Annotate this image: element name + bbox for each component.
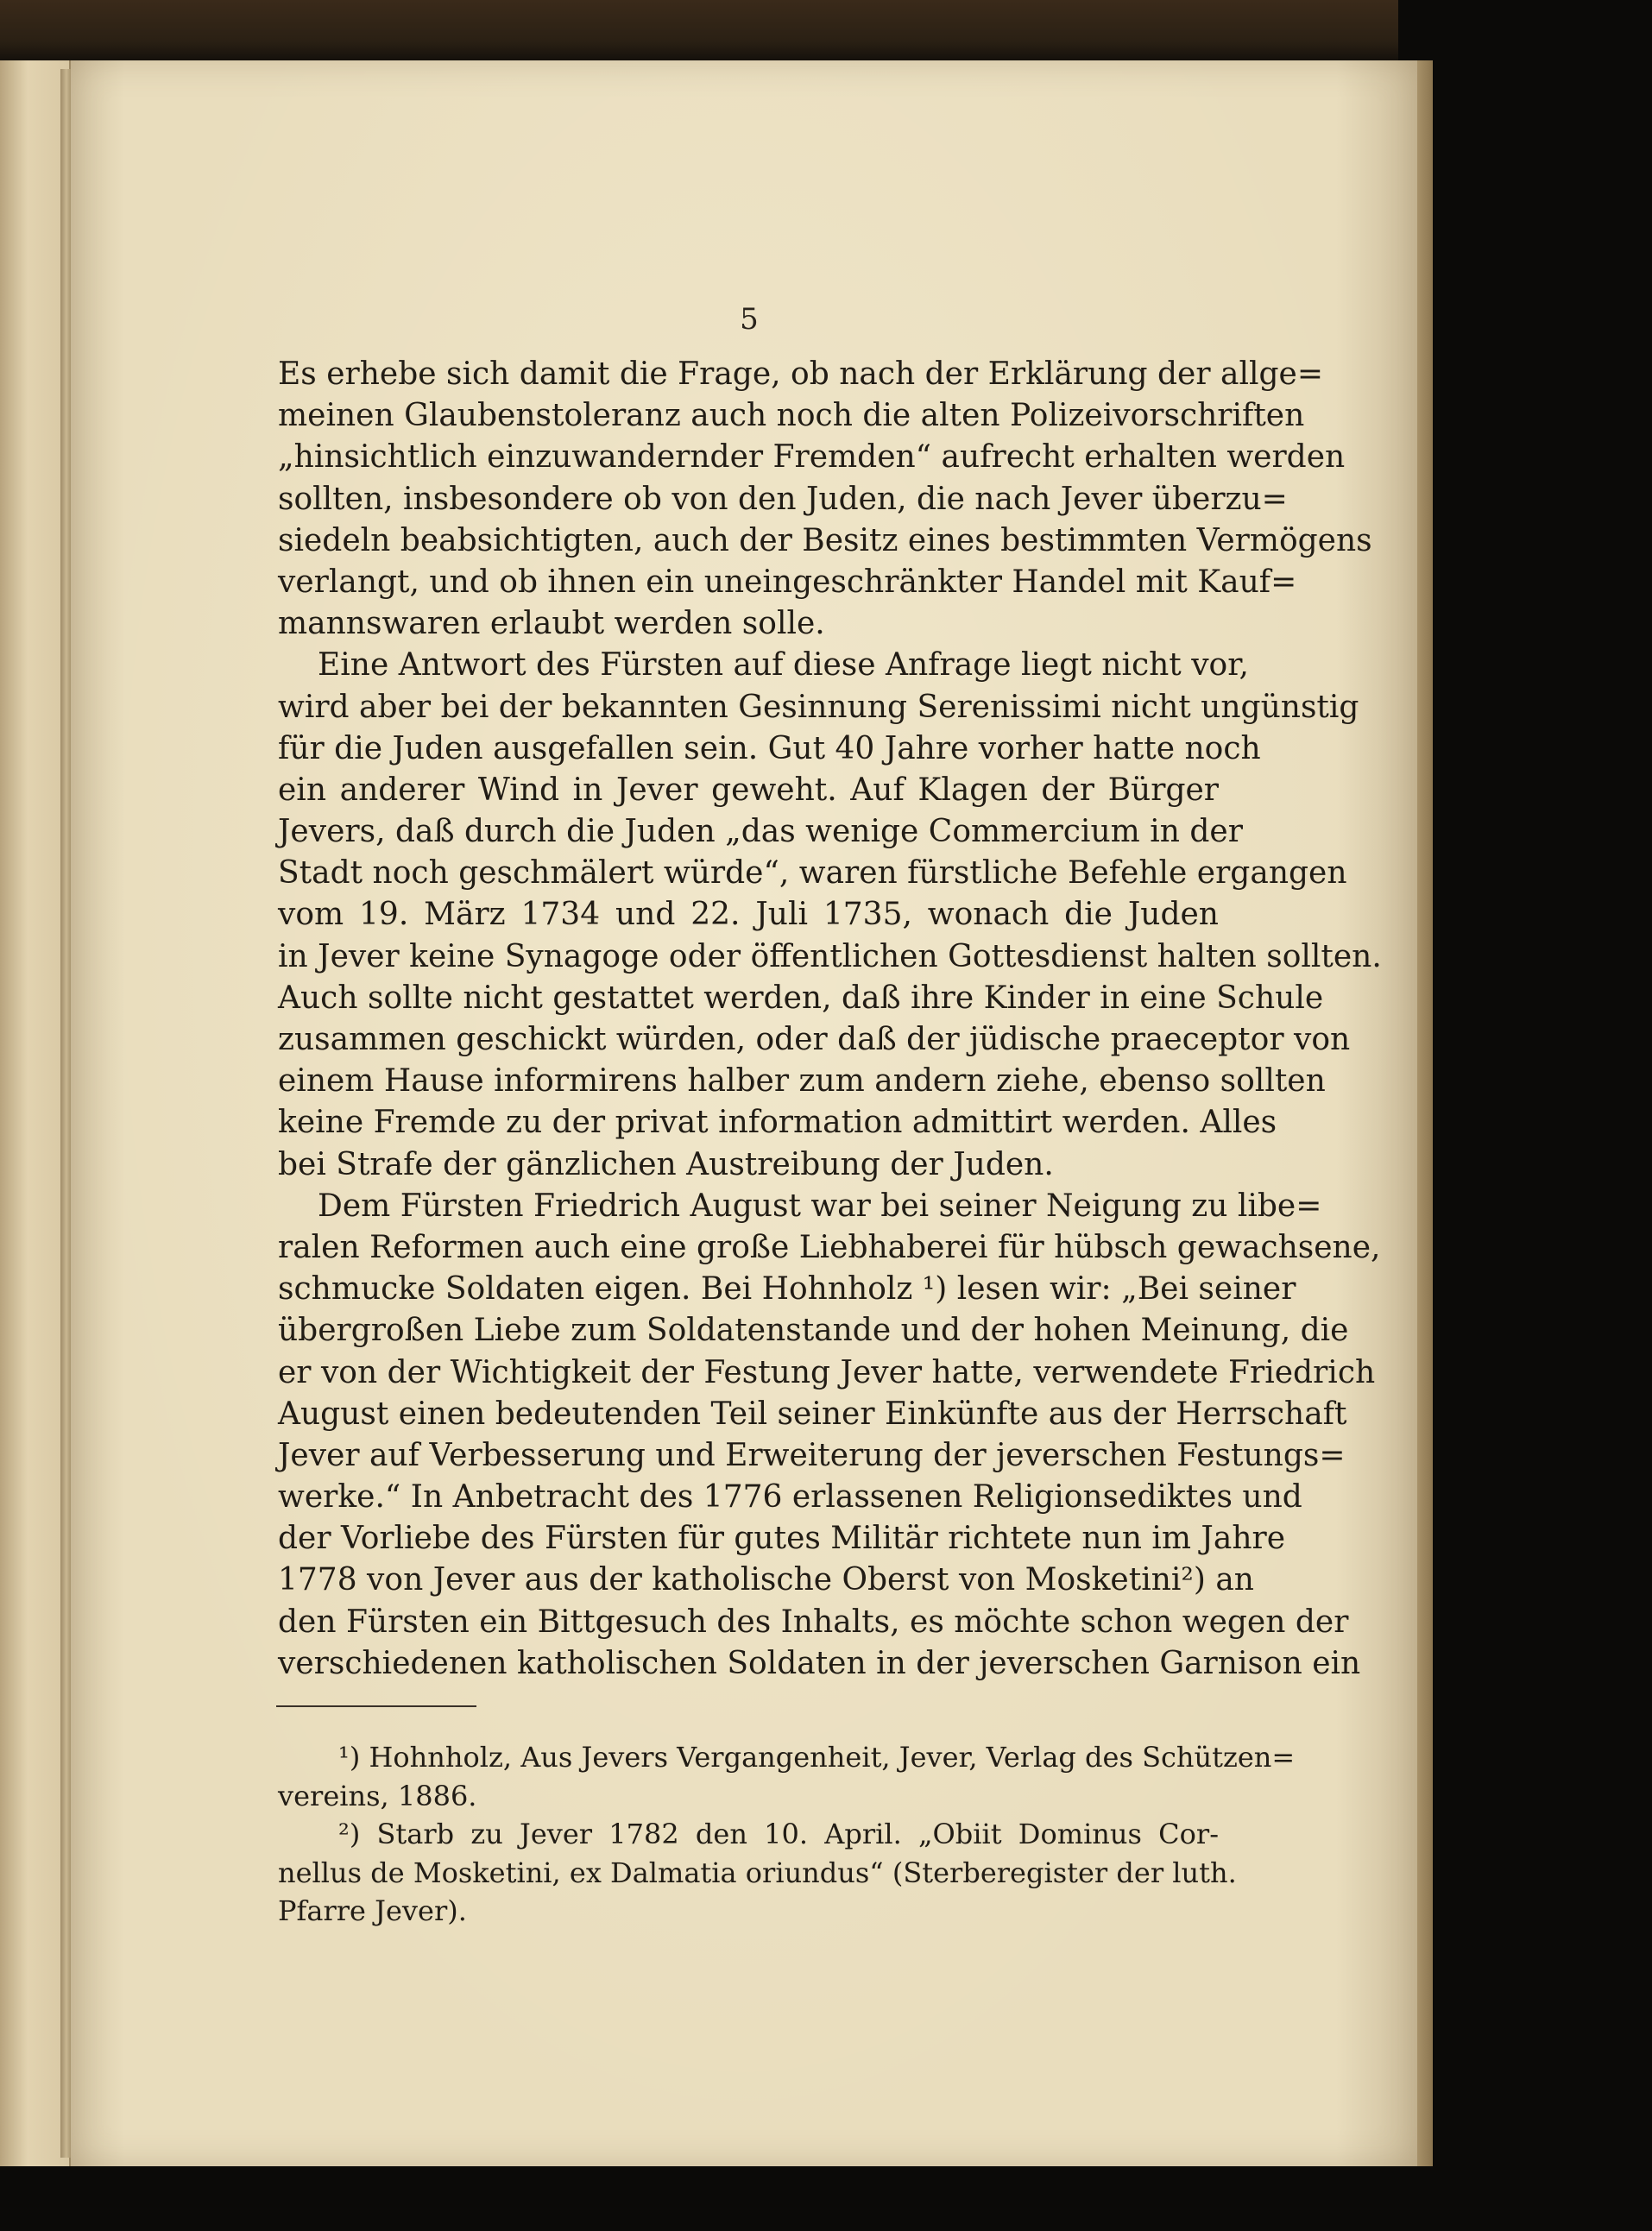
text-line: mannswaren erlaubt werden solle. — [278, 606, 825, 642]
text-line: August einen bedeutenden Teil seiner Einkünfte aus der Herrschaft — [278, 1396, 1347, 1432]
text-line: Auch sollte nicht gestattet werden, daß ihre Kinder in eine Schule — [278, 980, 1324, 1016]
footnotes — [278, 1738, 1296, 1931]
text-line: ein anderer Wind in Jever geweht. Auf Klagen der Bürger — [278, 772, 1219, 808]
text-line: siedeln beabsichtigten, auch der Besitz eines bestimmten Vermögens — [278, 522, 1372, 558]
footnote-line: nellus de Mosketini, ex Dalmatia oriundus“ (Sterberegister der luth. — [278, 1856, 1237, 1889]
text-line: Jever auf Verbesserung und Erweiterung der jeverschen Festungs= — [278, 1437, 1346, 1473]
text-line: Jevers, daß durch die Juden „das wenige Commercium in der — [278, 814, 1243, 850]
text-line: er von der Wichtigkeit der Festung Jever hatte, verwendete Friedrich — [278, 1354, 1376, 1390]
text-line: einem Hause informirens halber zum andern ziehe, ebenso sollten — [278, 1063, 1326, 1100]
footnote-divider — [276, 1705, 476, 1707]
book-page — [71, 60, 1417, 2166]
text-line: Es erhebe sich damit die Frage, ob nach der Erklärung der allge= — [278, 356, 1323, 392]
text-line: der Vorliebe des Fürsten für gutes Militär richtete nun im Jahre — [278, 1521, 1286, 1557]
footnote-line: ²) Starb zu Jever 1782 den 10. April. „Obiit Dominus Cor- — [338, 1818, 1219, 1850]
text-line: für die Juden ausgefallen sein. Gut 40 Jahre vorher hatte noch — [278, 730, 1261, 766]
text-line: ralen Reformen auch eine große Liebhaberei für hübsch gewachsene, — [278, 1229, 1381, 1265]
book-top-edge — [0, 0, 1398, 69]
text-line: bei Strafe der gänzlichen Austreibung der Juden. — [278, 1146, 1054, 1182]
text-line: „hinsichtlich einzuwandernder Fremden“ aufrecht erhalten werden — [278, 439, 1346, 476]
text-line: meinen Glaubenstoleranz auch noch die alten Polizeivorschriften — [278, 398, 1305, 434]
text-line: Dem Fürsten Friedrich August war bei seiner Neigung zu libe= — [318, 1188, 1322, 1224]
footnote-line: ¹) Hohnholz, Aus Jevers Vergangenheit, Jever, Verlag des Schützen= — [338, 1741, 1296, 1774]
text-line: sollten, insbesondere ob von den Juden, die nach Jever überzu= — [278, 481, 1288, 517]
text-line: verlangt, und ob ihnen ein uneingeschränkter Handel mit Kauf= — [278, 564, 1297, 600]
text-line: vom 19. März 1734 und 22. Juli 1735, wonach die Juden — [278, 897, 1219, 933]
body-text — [278, 354, 1382, 1685]
text-line: Stadt noch geschmälert würde“, waren fürstliche Befehle ergangen — [278, 855, 1347, 892]
text-line: keine Fremde zu der privat information admittirt werden. Alles — [278, 1105, 1277, 1141]
text-line: den Fürsten ein Bittgesuch des Inhalts, es möchte schon wegen der — [278, 1604, 1349, 1640]
footnote-line: vereins, 1886. — [278, 1779, 477, 1812]
footnote-line: Pfarre Jever). — [278, 1894, 467, 1927]
text-line: wird aber bei der bekannten Gesinnung Serenissimi nicht ungünstig — [278, 689, 1359, 725]
text-line: werke.“ In Anbetracht des 1776 erlassenen Religionsediktes und — [278, 1479, 1302, 1516]
text-line: 1778 von Jever aus der katholische Oberst von Mosketini²) an — [278, 1562, 1254, 1598]
page-number: 5 — [740, 302, 759, 337]
text-line: zusammen geschickt würden, oder daß der jüdische praeceptor von — [278, 1022, 1351, 1057]
text-line: übergroßen Liebe zum Soldatenstande und der hohen Meinung, die — [278, 1313, 1349, 1349]
text-line: Eine Antwort des Fürsten auf diese Anfrage liegt nicht vor, — [318, 647, 1249, 684]
text-line: verschiedenen katholischen Soldaten in der jeverschen Garnison ein — [278, 1645, 1361, 1681]
text-line: in Jever keine Synagoge oder öffentlichen Gottesdienst halten sollten. — [278, 938, 1382, 974]
text-line: schmucke Soldaten eigen. Bei Hohnholz ¹) lesen wir: „Bei seiner — [278, 1271, 1296, 1308]
